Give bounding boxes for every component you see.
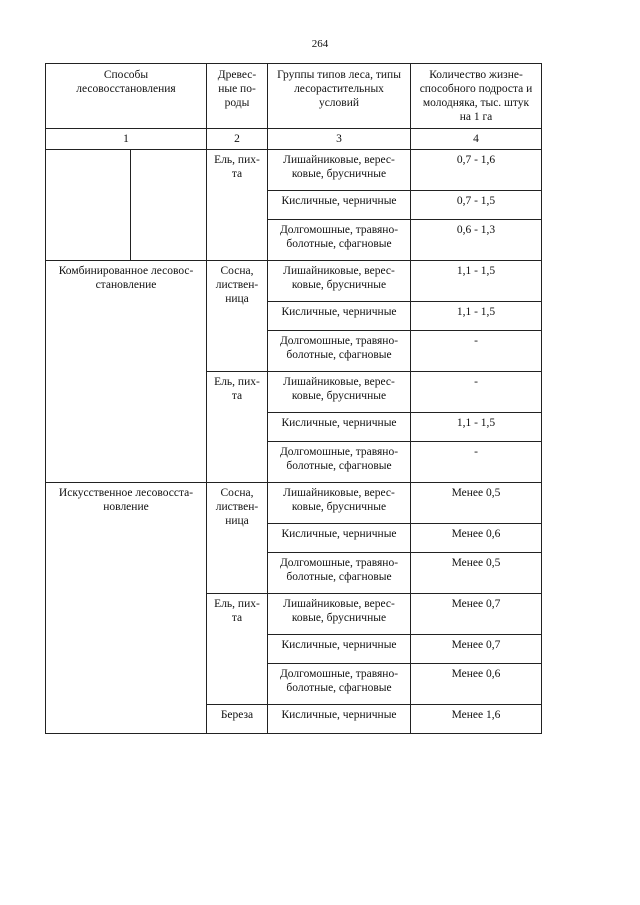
header-row <box>46 64 542 129</box>
species-cell <box>207 150 268 261</box>
quantity-cell: Менее 0,5 <box>411 483 542 524</box>
species-label: Береза <box>220 709 254 721</box>
forest-type-label: Кисличные, черничные <box>281 417 397 429</box>
header-method: Способы лесовосстановления <box>46 64 207 129</box>
table-row <box>46 483 542 524</box>
forest-type-cell <box>268 413 411 442</box>
forest-type-label: Кисличные, черничные <box>281 528 397 540</box>
forest-type-cell <box>268 705 411 734</box>
column-number: 4 <box>411 129 542 150</box>
forest-type-cell <box>268 664 411 705</box>
method-cell <box>46 261 207 483</box>
quantity-cell: Менее 0,7 <box>411 594 542 635</box>
header-forest-type: Группы типов леса, типы лесорастительных условий <box>268 64 411 129</box>
forest-type-cell <box>268 594 411 635</box>
forest-type-label: Кисличные, черничные <box>281 195 397 207</box>
forest-type-label: Лишайниковые, верес-ковые, брусничные <box>283 598 395 624</box>
forest-restoration-table <box>45 63 542 734</box>
forest-type-label: Кисличные, черничные <box>281 709 397 721</box>
forest-type-cell <box>268 372 411 413</box>
forest-type-label: Долгомошные, травяно-болотные, сфагновые <box>279 557 399 583</box>
quantity-cell: Менее 1,6 <box>411 705 542 734</box>
species-cell <box>207 261 268 372</box>
method-subcell-empty <box>131 150 207 261</box>
forest-type-label: Лишайниковые, верес-ковые, брусничные <box>283 154 395 180</box>
forest-type-label: Лишайниковые, верес-ковые, брусничные <box>283 487 395 513</box>
forest-type-cell <box>268 442 411 483</box>
table-row <box>46 261 542 302</box>
species-label: Сосна, листвен-ница <box>215 487 259 527</box>
quantity-cell: 1,1 - 1,5 <box>411 302 542 331</box>
forest-type-cell <box>268 524 411 553</box>
quantity-cell: Менее 0,7 <box>411 635 542 664</box>
quantity-cell: 1,1 - 1,5 <box>411 413 542 442</box>
method-cell-empty <box>46 150 131 261</box>
page-number: 264 <box>311 38 329 50</box>
forest-type-cell <box>268 553 411 594</box>
forest-type-cell <box>268 261 411 302</box>
quantity-cell: Менее 0,6 <box>411 524 542 553</box>
header-species: Древес-ные по-роды <box>207 64 268 129</box>
forest-type-label: Лишайниковые, верес-ковые, брусничные <box>283 265 395 291</box>
species-cell <box>207 594 268 705</box>
species-label: Сосна, листвен-ница <box>215 265 259 305</box>
quantity-cell: Менее 0,5 <box>411 553 542 594</box>
forest-type-label: Долгомошные, травяно-болотные, сфагновые <box>279 446 399 472</box>
forest-type-cell <box>268 150 411 191</box>
quantity-cell: Менее 0,6 <box>411 664 542 705</box>
species-cell <box>207 372 268 483</box>
forest-type-label: Кисличные, черничные <box>281 306 397 318</box>
forest-type-cell <box>268 220 411 261</box>
method-cell <box>46 483 207 734</box>
species-label: Ель, пих-та <box>214 598 260 624</box>
method-label: Искусственное лесовосста-новление <box>58 487 194 513</box>
quantity-cell: 0,7 - 1,5 <box>411 191 542 220</box>
species-label: Ель, пих-та <box>214 154 260 180</box>
quantity-cell: 0,6 - 1,3 <box>411 220 542 261</box>
quantity-cell: 0,7 - 1,6 <box>411 150 542 191</box>
column-number: 2 <box>207 129 268 150</box>
forest-type-label: Долгомошные, травяно-болотные, сфагновые <box>279 224 399 250</box>
table-body <box>46 150 542 734</box>
species-cell <box>207 483 268 594</box>
forest-type-label: Долгомошные, травяно-болотные, сфагновые <box>279 335 399 361</box>
forest-type-label: Долгомошные, травяно-болотные, сфагновые <box>279 668 399 694</box>
table-row <box>46 150 542 191</box>
species-label: Ель, пих-та <box>214 376 260 402</box>
forest-type-cell <box>268 302 411 331</box>
method-label: Комбинированное лесовос-становление <box>58 265 194 291</box>
forest-type-cell <box>268 191 411 220</box>
column-number: 3 <box>268 129 411 150</box>
forest-type-cell <box>268 331 411 372</box>
quantity-cell: - <box>411 442 542 483</box>
column-number-row <box>46 129 542 150</box>
header-quantity: Количество жизне-способного подроста и молодняка, тыс. штук на 1 га <box>411 64 542 129</box>
quantity-cell: 1,1 - 1,5 <box>411 261 542 302</box>
quantity-cell: - <box>411 372 542 413</box>
forest-type-label: Лишайниковые, верес-ковые, брусничные <box>283 376 395 402</box>
quantity-cell: - <box>411 331 542 372</box>
species-cell <box>207 705 268 734</box>
forest-type-cell <box>268 635 411 664</box>
forest-type-label: Кисличные, черничные <box>281 639 397 651</box>
column-number: 1 <box>46 129 207 150</box>
forest-type-cell <box>268 483 411 524</box>
